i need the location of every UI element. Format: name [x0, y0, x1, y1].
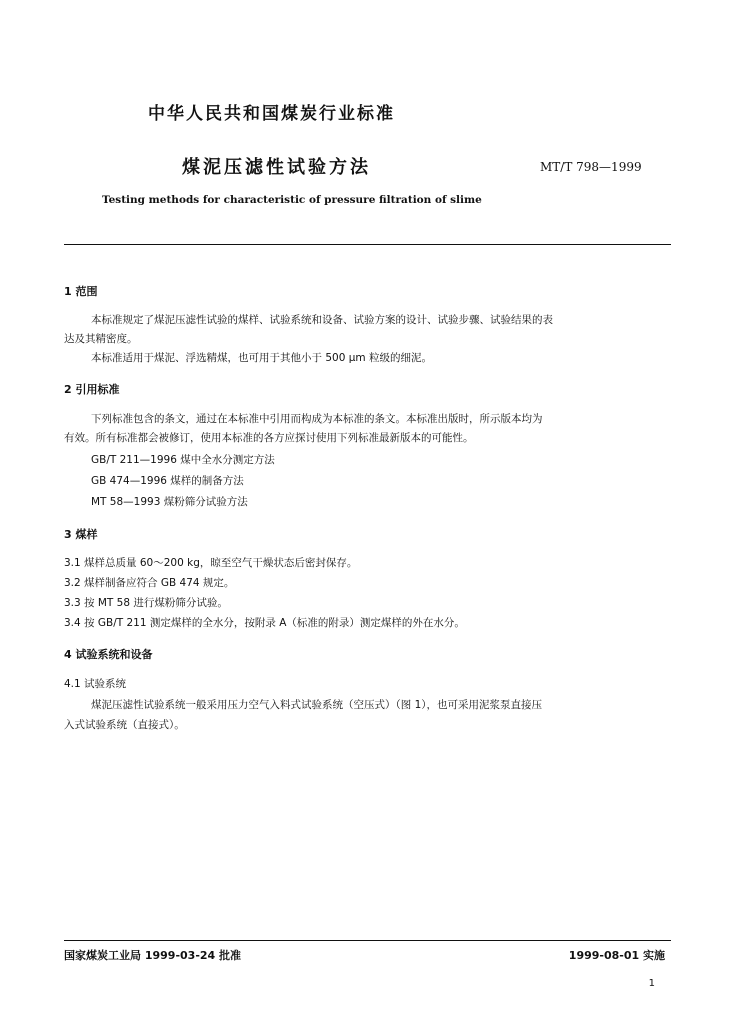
header-rule [64, 244, 671, 245]
section-2-para-line-1: 下列标准包含的条文，通过在本标准中引用而构成为本标准的条文。本标准出版时，所示版本均为 [91, 413, 543, 425]
section-4-para-line-2: 入式试验系统（直接式）。 [64, 719, 185, 731]
section-2-para-line-2: 有效。所有标准都会被修订，使用本标准的各方应探讨使用下列标准最新版本的可能性。 [64, 432, 474, 444]
document-title: 煤泥压滤性试验方法 [182, 157, 371, 178]
section-4-heading: 4 试验系统和设备 [64, 648, 153, 661]
standard-category-heading: 中华人民共和国煤炭行业标准 [148, 104, 395, 124]
section-1-para-1-line-1: 本标准规定了煤泥压滤性试验的煤样、试验系统和设备、试验方案的设计、试验步骤、试验结果的表 [91, 314, 553, 326]
section-3-item: 3.1 煤样总质量 60～200 kg，晾至空气干燥状态后密封保存。 [64, 557, 358, 569]
section-3-item: 3.2 煤样制备应符合 GB 474 规定。 [64, 577, 235, 589]
reference-item: GB/T 211—1996 煤中全水分测定方法 [91, 454, 275, 466]
section-3-item: 3.4 按 GB/T 211 测定煤样的全水分，按附录 A（标准的附录）测定煤样的外在水分。 [64, 617, 465, 629]
section-4-para-line-1: 煤泥压滤性试验系统一般采用压力空气入料式试验系统（空压式）（图 1），也可采用泥浆泵直接压 [91, 699, 543, 711]
page-number: 1 [648, 978, 655, 989]
reference-item: MT 58—1993 煤粉筛分试验方法 [91, 496, 248, 508]
section-3-heading: 3 煤样 [64, 528, 98, 541]
section-3-item: 3.3 按 MT 58 进行煤粉筛分试验。 [64, 597, 228, 609]
section-1-heading: 1 范围 [64, 285, 98, 298]
footer-rule [64, 940, 671, 941]
section-2-heading: 2 引用标准 [64, 383, 120, 396]
effective-date: 1999-08-01 实施 [568, 949, 665, 962]
approval-date: 国家煤炭工业局 1999-03-24 批准 [64, 949, 242, 962]
section-4-1-heading: 4.1 试验系统 [64, 678, 127, 690]
section-1-para-2: 本标准适用于煤泥、浮选精煤，也可用于其他小于 500 μm 粒级的细泥。 [91, 352, 432, 364]
english-title: Testing methods for characteristic of pressure filtration of slime [102, 194, 482, 206]
standard-number: MT/T 798—1999 [540, 160, 642, 174]
section-1-para-1-line-2: 达及其精密度。 [64, 333, 138, 345]
reference-item: GB 474—1996 煤样的制备方法 [91, 475, 244, 487]
